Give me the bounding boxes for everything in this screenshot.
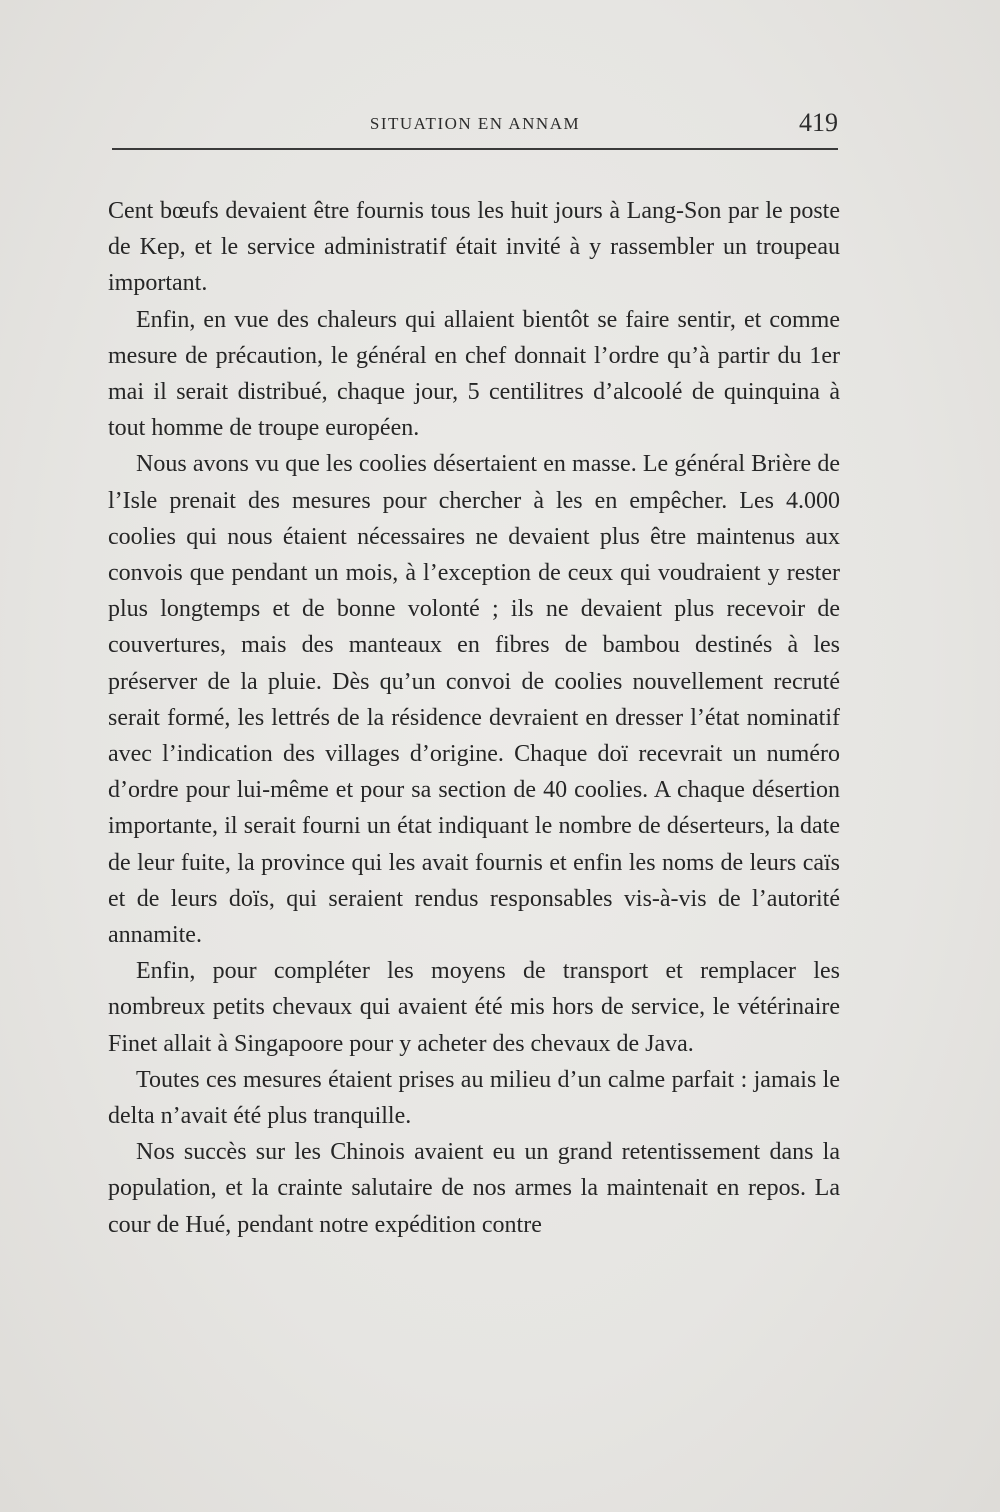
page-number: 419: [799, 108, 838, 137]
running-title: SITUATION EN ANNAM: [369, 114, 581, 133]
body-text: [108, 193, 840, 1243]
running-head: [112, 100, 838, 150]
paragraph: Nos succès sur les Chinois avaient eu un grand retentissement dans la population, et la crainte salutaire de nos armes la maintenait en repos. La cour de Hué, pendant notre expédition contre: [108, 1139, 840, 1238]
paragraph: Cent bœufs devaient être fournis tous les huit jours à Lang-Son par le poste de Kep, et le service administratif était invité à y rassembler un troupeau important.: [108, 198, 840, 297]
header-rule: [112, 148, 838, 150]
paragraph: Toutes ces mesures étaient prises au milieu d’un calme parfait : jamais le delta n’avait été plus tranquille.: [108, 1066, 840, 1130]
paragraph: Enfin, en vue des chaleurs qui allaient bientôt se faire sentir, et comme mesure de précaution, le général en chef donnait l’ordre qu’à partir du 1er mai il serait distribué, chaque jour, 5 centilitres d’alcoolé de quinquina à tout homme de troupe européen.: [108, 306, 840, 442]
paragraph: Nous avons vu que les coolies désertaient en masse. Le général Brière de l’Isle prenait des mesures pour chercher à les en empêcher. Les 4.000 coolies qui nous étaient nécessaires ne devaient plus être maintenus aux convois que pendant un mois, à l’exception de ceux qui voudraient y rester plus longtemps et de bonne volonté ; ils ne devaient plus recevoir de couvertures, mais des manteaux en fibres de bambou destinés à les préserver de la pluie. Dès qu’un convoi de coolies nouvellement recruté serait formé, les lettrés de la résidence devraient en dresser l’état nominatif avec l’indication des villages d’origine. Chaque doï recevrait un numéro d’ordre pour lui-même et pour sa section de 40 coolies. A chaque désertion importante, il serait fourni un état indiquant le nombre de déserteurs, la date de leur fuite, la province qui les avait fournis et enfin les noms de leurs caïs et de leurs doïs, qui seraient rendus responsables vis-à-vis de l’autorité annamite.: [108, 451, 840, 949]
paragraph: Enfin, pour compléter les moyens de transport et remplacer les nombreux petits chevaux qui avaient été mis hors de service, le vétérinaire Finet allait à Singapoore pour y acheter des chevaux de Java.: [108, 958, 840, 1057]
